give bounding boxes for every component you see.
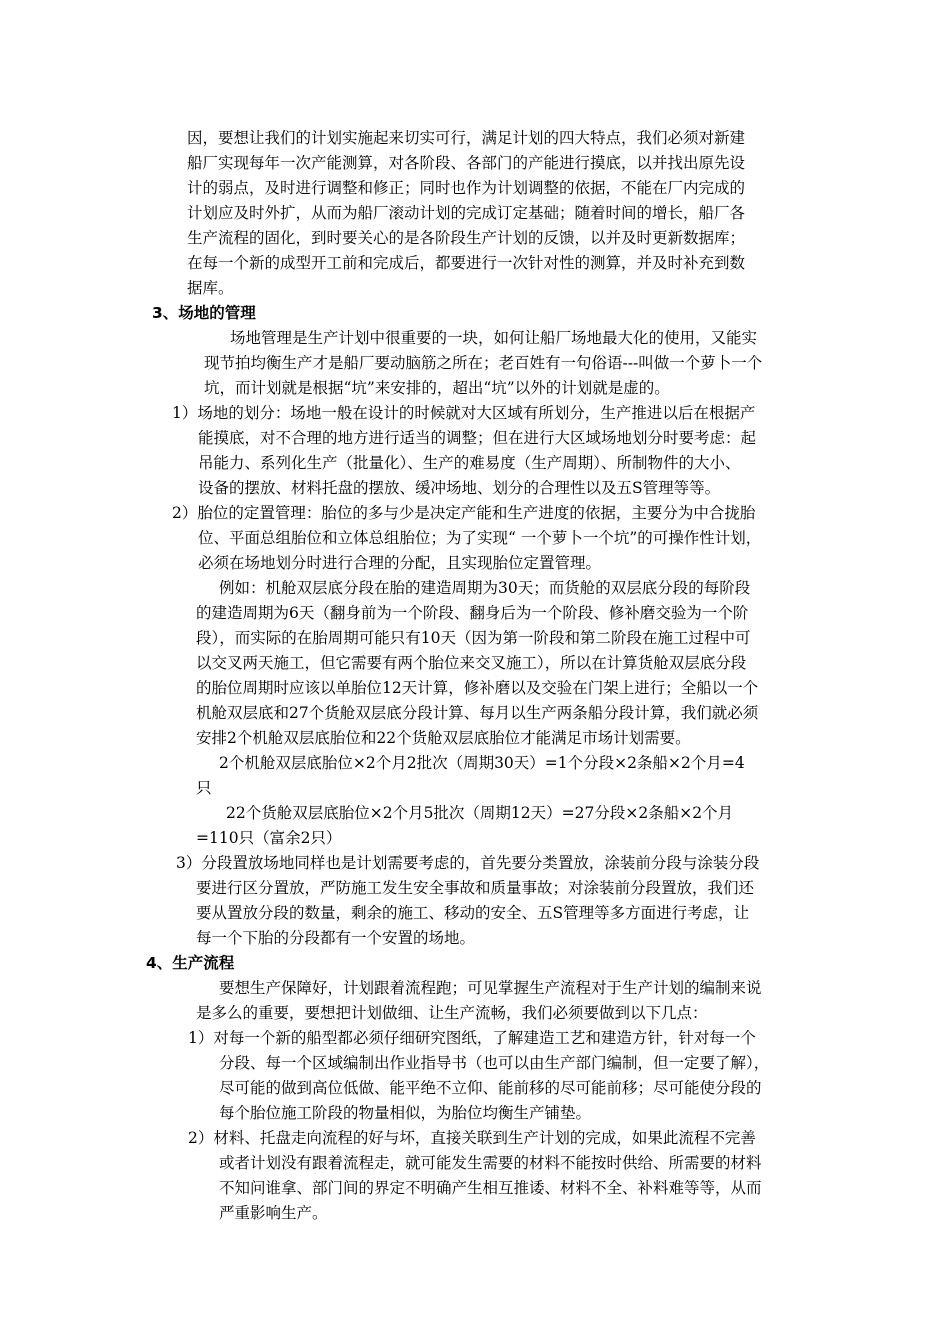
paragraph-line: 现节拍均衡生产才是船厂要动脑筋之所在；老百姓有一句俗语---叫做一个萝卜一个 <box>204 354 763 372</box>
paragraph-line: 位、平面总组胎位和立体总组胎位；为了实现“ 一个萝卜一个坑”的可操作性计划， <box>198 529 762 547</box>
paragraph-line: 每一个下胎的分段都有一个安置的场地。 <box>196 929 476 947</box>
paragraph-line: 能摸底，对不合理的地方进行适当的调整；但在进行大区域场地划分时要考虑：起 <box>198 429 757 447</box>
paragraph-line: 计划应及时外扩，从而为船厂滚动计划的完成订定基础；随着时间的增长，船厂各 <box>187 204 746 222</box>
paragraph-line: 是多么的重要，要想把计划做细、让生产流畅，我们必须要做到以下几点： <box>196 1004 708 1022</box>
paragraph-line: 生产流程的固化，到时要关心的是各阶段生产计划的反馈，以并及时更新数据库； <box>187 229 746 247</box>
paragraph-line: 或者计划没有跟着流程走，就可能发生需要的材料不能按时供给、所需要的材料 <box>219 1154 762 1172</box>
paragraph-line: 的建造周期为6天（翻身前为一个阶段、翻身后为一个阶段、修补磨交验为一个阶 <box>196 604 749 622</box>
paragraph-line: 严重影响生产。 <box>219 1204 328 1222</box>
paragraph-line: 不知问谁拿、部门间的界定不明确产生相互推诿、材料不全、补料难等等，从而 <box>219 1179 762 1197</box>
paragraph-line: 机舱双层底和27个货舱双层底分段计算、每月以生产两条船分段计算，我们就必须 <box>196 704 759 722</box>
paragraph-line: 设备的摆放、材料托盘的摆放、缓冲场地、划分的合理性以及五S管理等等。 <box>198 479 721 497</box>
paragraph-line: 场地管理是生产计划中很重要的一块，如何让船厂场地最大化的使用，又能实 <box>230 329 758 347</box>
section-heading: 3、场地的管理 <box>152 304 256 322</box>
list-item: 2）材料、托盘走向流程的好与坏，直接关联到生产计划的完成，如果此流程不完善 <box>188 1129 756 1147</box>
paragraph-line: 段），而实际的在胎周期可能只有10天（因为第一阶段和第二阶段在施工过程中可 <box>196 629 751 647</box>
list-item: 1）对每一个新的船型都必须仔细研究图纸，了解建造工艺和建造方针，针对每一个 <box>188 1029 756 1047</box>
paragraph-line: 例如：机舱双层底分段在胎的建造周期为30天；而货舱的双层底分段的每阶段 <box>219 579 751 597</box>
list-item: 3）分段置放场地同样也是计划需要考虑的，首先要分类置放，涂装前分段与涂装分段 <box>176 854 760 872</box>
paragraph-line: 必须在场地划分时进行合理的分配，且实现胎位定置管理。 <box>198 554 602 572</box>
paragraph-line: 在每一个新的成型开工前和完成后，都要进行一次针对性的测算，并及时补充到数 <box>187 254 746 272</box>
paragraph-line: 船厂实现每年一次产能测算，对各阶段、各部门的产能进行摸底，以并找出原先设 <box>187 154 746 172</box>
paragraph-line: 要从置放分段的数量，剩余的施工、移动的安全、五S管理等多方面进行考虑，让 <box>196 904 750 922</box>
formula-line: 只 <box>196 779 212 797</box>
paragraph-line: 据库。 <box>187 279 234 297</box>
paragraph-line: 以交叉两天施工，但它需要有两个胎位来交叉施工），所以在计算货舱双层底分段 <box>196 654 747 672</box>
paragraph-line: 的胎位周期时应该以单胎位12天计算，修补磨以及交验在门架上进行；全船以一个 <box>196 679 759 697</box>
paragraph-line: 尽可能的做到高位低做、能平绝不立仰、能前移的尽可能前移；尽可能使分段的 <box>219 1079 762 1097</box>
section-heading: 4、生产流程 <box>146 954 235 972</box>
paragraph-line: 因，要想让我们的计划实施起来切实可行，满足计划的四大特点，我们必须对新建 <box>187 129 746 147</box>
list-item: 1）场地的划分：场地一般在设计的时候就对大区域有所划分，生产推进以后在根据产 <box>172 404 756 422</box>
paragraph-line: 坑，而计划就是根据“坑”来安排的，超出“坑”以外的计划就是虚的。 <box>204 379 670 397</box>
formula-line: 2个机舱双层底胎位×2个月2批次（周期30天）=1个分段×2条船×2个月=4 <box>219 754 745 772</box>
paragraph-line: 要进行区分置放，严防施工发生安全事故和质量事故；对涂装前分段置放，我们还 <box>196 879 755 897</box>
list-item: 2）胎位的定置管理：胎位的多与少是决定产能和生产进度的依据，主要分为中合拢胎 <box>172 504 756 522</box>
paragraph-line: 分段、每一个区域编制出作业指导书（也可以由生产部门编制，但一定要了解）， <box>219 1054 770 1072</box>
paragraph-line: 吊能力、系列化生产（批量化）、生产的难易度（生产周期）、所制物件的大小、 <box>198 454 741 472</box>
paragraph-line: 计的弱点，及时进行调整和修正；同时也作为计划调整的依据，不能在厂内完成的 <box>187 179 746 197</box>
formula-line: 22个货舱双层底胎位×2个月5批次（周期12天）=27分段×2条船×2个月 <box>226 804 734 822</box>
paragraph-line: 安排2个机舱双层底胎位和22个货舱双层底胎位才能满足市场计划需要。 <box>196 729 691 747</box>
paragraph-line: 每个胎位施工阶段的物量相似，为胎位均衡生产铺垫。 <box>219 1104 592 1122</box>
paragraph-line: 要想生产保障好，计划跟着流程跑；可见掌握生产流程对于生产计划的编制来说 <box>219 979 762 997</box>
formula-line: =110只（富余2只） <box>196 829 342 847</box>
